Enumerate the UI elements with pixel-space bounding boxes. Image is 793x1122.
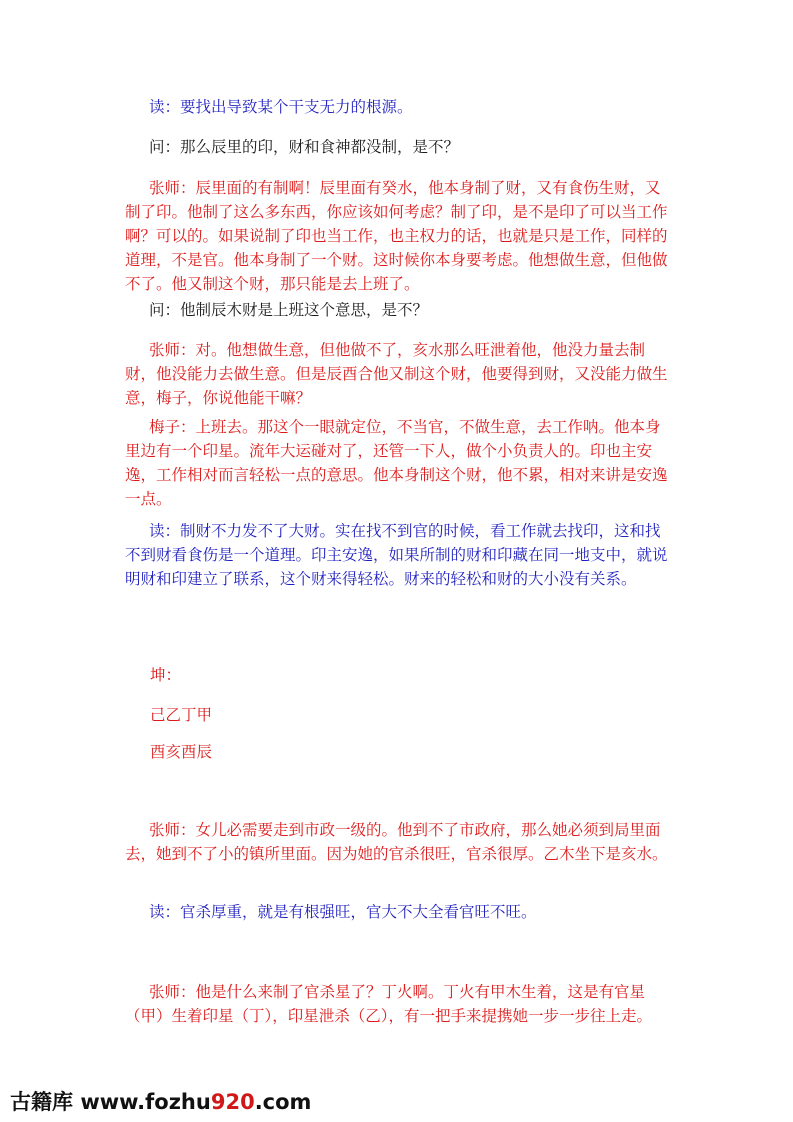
paragraph-11: 张师：女儿必需要走到市政一级的。他到不了市政府，那么她必须到局里面去，她到不了小的镇所里面。因为她的官杀很旺，官杀很厚。乙木坐下是亥水。 — [125, 821, 668, 863]
site-watermark — [10, 1086, 311, 1116]
paragraph-2: 问：那么辰里的印，财和食神都没制，是不？ — [149, 138, 460, 156]
heavenly-stems-row: 己乙丁甲 — [150, 706, 213, 724]
url-number: 920 — [210, 1090, 255, 1114]
site-name: 古籍库 — [10, 1090, 73, 1114]
paragraph-1: 读：要找出导致某个干支无力的根源。 — [149, 98, 413, 116]
url-suffix: .com — [254, 1090, 312, 1114]
paragraph-13: 张师：他是什么来制了官杀星了？丁火啊。丁火有甲木生着，这是有官星（甲）生着印星（丁），印星泄杀（乙），有一把手来提携她一步一步往上走。 — [125, 983, 653, 1025]
url-prefix: www.fozhu — [80, 1090, 211, 1114]
paragraph-3: 张师：辰里面的有制啊！辰里面有癸水，他本身制了财，又有食伤生财，又制了印。他制了这么多东西，你应该如何考虑？制了印，是不是印了可以当工作啊？可以的。如果说制了印也当工作，也主权力的话，也就是只是工作，同样的道理，不是官。他本身制了一个财。这时候你本身要考虑。他想做生意，但他做不了。他又制这个财，那只能是去上班了。 — [125, 179, 668, 293]
paragraph-12: 读：官杀厚重，就是有根强旺，官大不大全看官旺不旺。 — [149, 903, 537, 921]
site-url — [80, 1090, 311, 1114]
paragraph-6: 梅子：上班去。那这个一眼就定位，不当官，不做生意，去工作呐。他本身里边有一个印星。流年大运碰对了，还管一下人，做个小负责人的。印也主安逸，工作相对而言轻松一点的意思。他本身制这个财，他不累，相对来讲是安逸一点。 — [125, 418, 668, 508]
paragraph-5: 张师：对。他想做生意，但他做不了，亥水那么旺泄着他，他没力量去制财，他没能力去做生意。但是辰酉合他又制这个财，他要得到财，又没能力做生意，梅子，你说他能干嘛？ — [125, 341, 668, 407]
earthly-branches-row: 酉亥酉辰 — [150, 743, 213, 761]
paragraph-4: 问：他制辰木财是上班这个意思，是不？ — [149, 301, 429, 319]
paragraph-7: 读：制财不力发不了大财。实在找不到官的时候，看工作就去找印，这和找不到财看食伤是一个道理。印主安逸，如果所制的财和印藏在同一地支中，就说明财和印建立了联系，这个财来得轻松。财来的轻松和财的大小没有关系。 — [125, 522, 668, 588]
chart-label-kun: 坤： — [150, 666, 182, 684]
